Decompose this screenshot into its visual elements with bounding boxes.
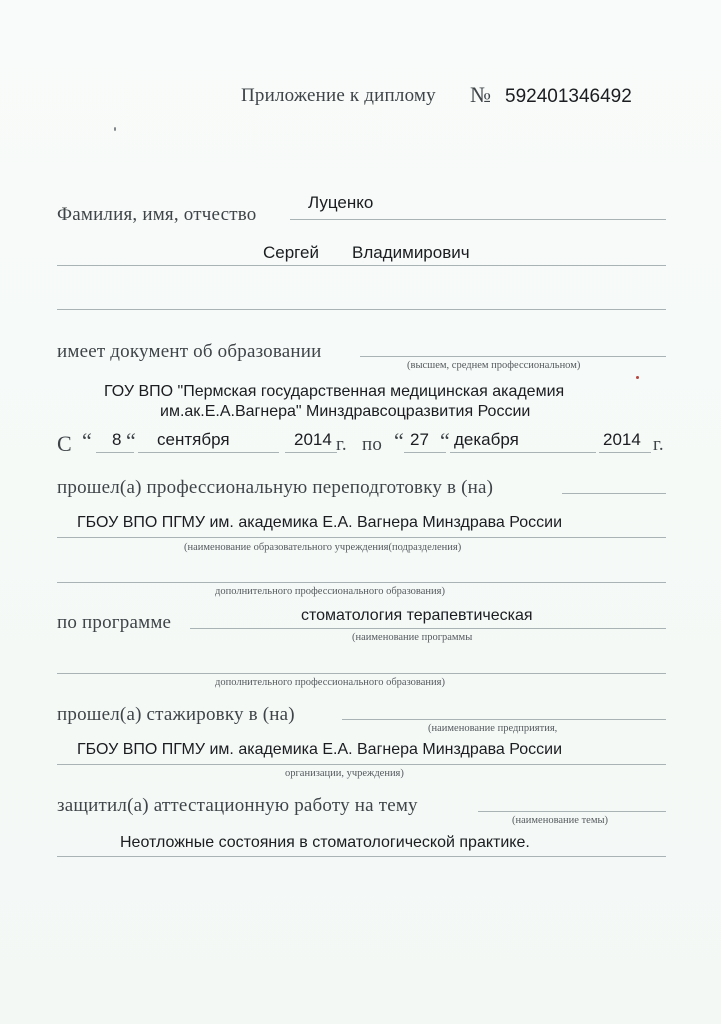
- program-extra-line: [57, 673, 666, 674]
- supplement-title: Приложение к диплому: [241, 85, 436, 106]
- thesis-hint: (наименование темы): [512, 815, 609, 826]
- retraining-line: [562, 493, 666, 494]
- open-quote-to: “: [394, 428, 404, 453]
- from-year-value: 2014: [294, 430, 332, 449]
- full-name-line-2: [57, 265, 666, 266]
- retraining-institution: ГБОУ ВПО ПГМУ им. академика Е.А. Вагнера Минздрава России: [77, 514, 563, 531]
- period-from-prefix: С: [57, 431, 72, 456]
- to-year-value: 2014: [603, 430, 641, 449]
- from-year-line: [285, 452, 337, 453]
- period-to-label: по: [362, 434, 383, 455]
- close-quote-from: “: [126, 428, 136, 453]
- to-month-value: декабря: [454, 430, 519, 449]
- thesis-topic: Неотложные состояния в стоматологической практике.: [120, 834, 530, 851]
- to-year-suffix: г.: [653, 434, 664, 455]
- program-value: стоматология терапевтическая: [301, 607, 533, 624]
- full-name-label: Фамилия, имя, отчество: [57, 204, 257, 225]
- diploma-number: 592401346492: [505, 86, 632, 107]
- education-label: имеет документ об образовании: [57, 341, 322, 362]
- open-quote-from: “: [82, 428, 92, 453]
- internship-institution-line: [57, 764, 666, 765]
- retraining-hint-1: (наименование образовательного учреждения(подразделения): [184, 542, 462, 553]
- internship-hint-1: (наименование предприятия,: [428, 723, 558, 734]
- retraining-label: прошел(а) профессиональную переподготовку в (на): [57, 477, 494, 498]
- to-year-line: [599, 452, 651, 453]
- program-hint-1: (наименование программы: [352, 632, 473, 643]
- thesis-line: [478, 811, 666, 812]
- retraining-extra-line: [57, 582, 666, 583]
- from-year-suffix: г.: [336, 434, 347, 455]
- patronymic-value: Владимирович: [352, 243, 470, 262]
- internship-label: прошел(а) стажировку в (на): [57, 704, 295, 725]
- thesis-topic-line: [57, 856, 666, 857]
- from-month-line: [138, 452, 279, 453]
- red-ink-dot: [636, 376, 639, 379]
- from-month-value: сентября: [157, 430, 230, 449]
- education-line: [360, 356, 666, 357]
- program-hint-2: дополнительного профессионального образования): [215, 677, 445, 688]
- internship-line: [342, 719, 666, 720]
- full-name-line-1: [290, 219, 666, 220]
- surname-value: Луценко: [308, 193, 374, 212]
- education-hint: (высшем, среднем профессиональном): [407, 360, 581, 371]
- full-name-line-3: [57, 309, 666, 310]
- education-institution-line-2: им.ак.Е.А.Вагнера" Минздравсоцразвития России: [160, 403, 531, 420]
- to-month-line: [450, 452, 596, 453]
- education-institution-line-1: ГОУ ВПО "Пермская государственная медицинская академия: [104, 383, 565, 400]
- internship-institution: ГБОУ ВПО ПГМУ им. академика Е.А. Вагнера Минздрава России: [77, 741, 563, 758]
- retraining-hint-2: дополнительного профессионального образования): [215, 586, 445, 597]
- number-sign: №: [470, 82, 492, 107]
- ink-speck: [114, 127, 116, 131]
- program-line: [190, 628, 666, 629]
- program-label: по программе: [57, 612, 172, 633]
- to-day-value: 27: [410, 430, 429, 449]
- first-name-value: Сергей: [263, 243, 319, 262]
- retraining-institution-line: [57, 537, 666, 538]
- close-quote-to: “: [440, 428, 450, 453]
- from-day-value: 8: [112, 430, 122, 449]
- internship-hint-2: организации, учреждения): [285, 768, 404, 779]
- thesis-label: защитил(а) аттестационную работу на тему: [57, 795, 418, 816]
